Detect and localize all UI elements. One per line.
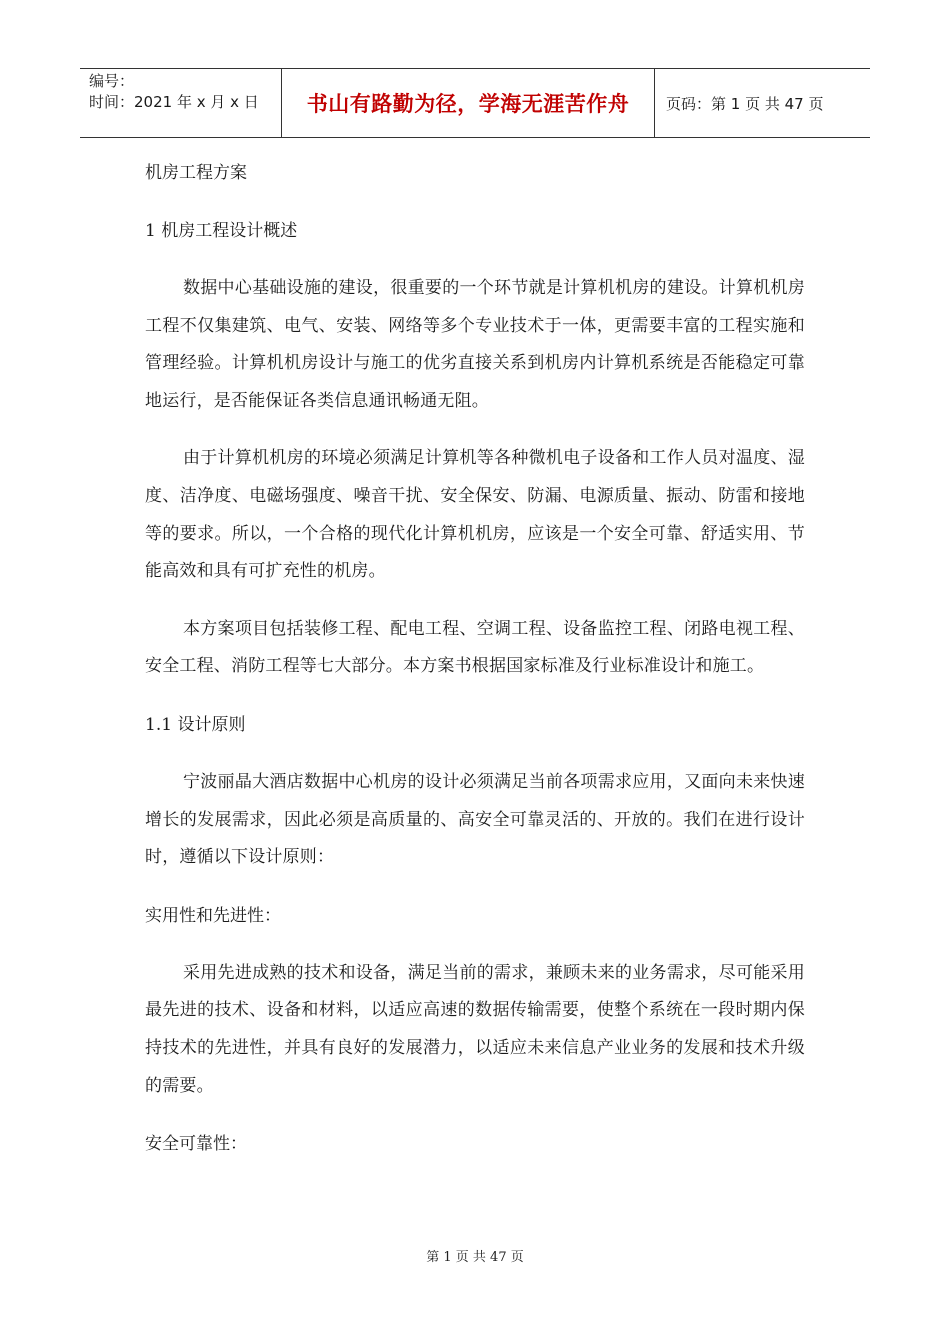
document-body [145,152,805,1163]
header-meta-cell [80,69,282,137]
principle-heading: 实用性和先进性： [145,905,281,926]
document-number-label: 编号： [89,72,135,90]
principle-heading: 安全可靠性： [145,1134,247,1155]
body-paragraph: 数据中心基础设施的建设，很重要的一个环节就是计算机机房的建设。计算机机房工程不仅集建筑、电气、安装、网络等多个专业技术于一体，更需要丰富的工程实施和管理经验。计算机机房设计与施工的优劣直接关系到机房内计算机系统是否能稳定可靠地运行，是否能保证各类信息通讯畅通无阻。 [145,278,805,411]
body-paragraph: 本方案项目包括装修工程、配电工程、空调工程、设备监控工程、闭路电视工程、安全工程、消防工程等七大部分。本方案书根据国家标准及行业标准设计和施工。 [145,618,805,677]
page-header [80,68,870,138]
body-paragraph: 采用先进成熟的技术和设备，满足当前的需求，兼顾未来的业务需求，尽可能采用最先进的技术、设备和材料，以适应高速的数据传输需要，使整个系统在一段时期内保持技术的先进性，并具有良好的发展潜力，以适应未来信息产业业务的发展和技术升级的需要。 [145,962,805,1096]
header-motto: 书山有路勤为径，学海无涯苦作舟 [306,92,630,116]
document-title: 机房工程方案 [145,163,247,183]
footer-page-number: 第 1 页 共 47 页 [426,1250,524,1265]
header-motto-cell [282,69,655,137]
section-heading: 1 机房工程设计概述 [145,221,298,241]
body-paragraph: 宁波丽晶大酒店数据中心机房的设计必须满足当前各项需求应用，又面向未来快速增长的发展需求，因此必须是高质量的、高安全可靠灵活的、开放的。我们在进行设计时，遵循以下设计原则： [145,771,805,868]
document-time-label: 时间：2021 年 x 月 x 日 [89,93,259,111]
subsection-heading: 1.1 设计原则 [145,714,246,735]
body-paragraph: 由于计算机机房的环境必须满足计算机等各种微机电子设备和工作人员对温度、湿度、洁净度、电磁场强度、噪音干扰、安全保安、防漏、电源质量、振动、防雷和接地等的要求。所以，一个合格的现代化计算机机房，应该是一个安全可靠、舒适实用、节能高效和具有可扩充性的机房。 [145,448,805,582]
page-footer [0,1246,950,1265]
header-page-info: 页码：第 1 页 共 47 页 [666,94,824,113]
header-page-cell [655,69,870,137]
